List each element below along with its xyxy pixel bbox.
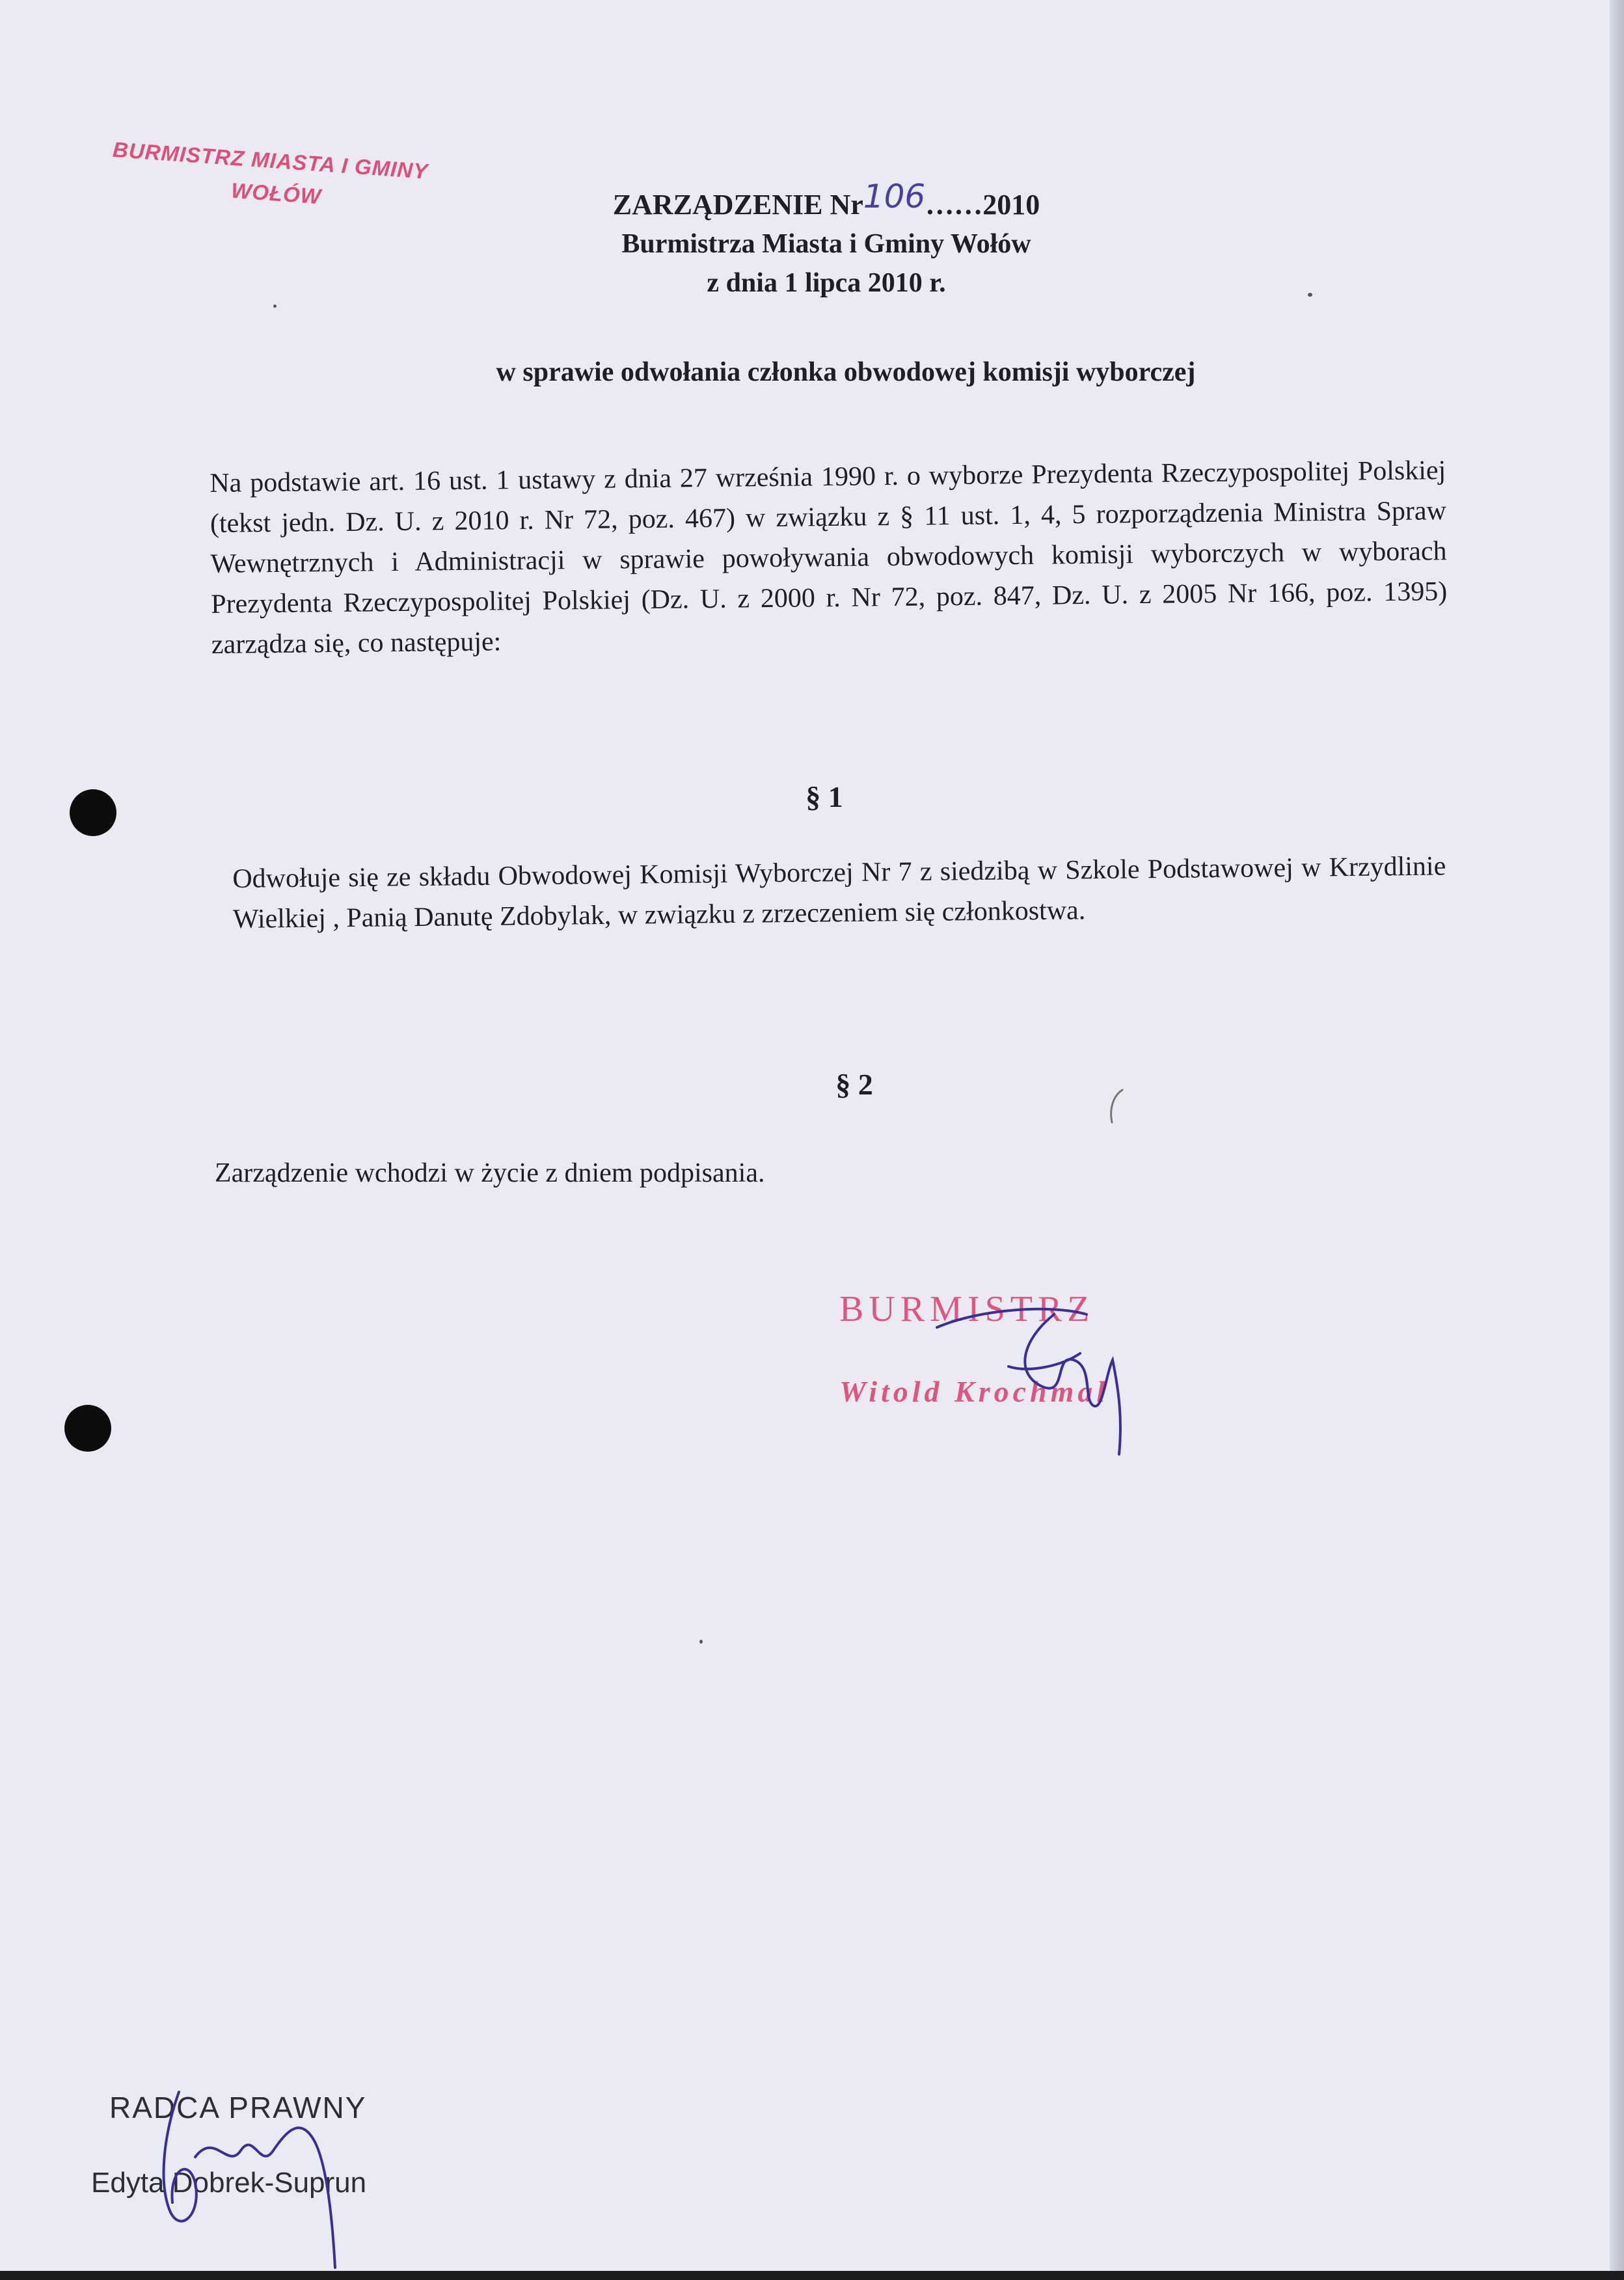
office-stamp-line2: WOŁÓW bbox=[230, 178, 323, 208]
document-title: ZARZĄDZENIE Nr106……2010 bbox=[612, 178, 1040, 221]
scan-speck bbox=[1308, 293, 1312, 297]
counsel-stamp-title: RADCA PRAWNY bbox=[109, 2091, 367, 2124]
section-2-mark: § 2 bbox=[835, 1068, 873, 1101]
scan-speck bbox=[699, 1640, 703, 1644]
pen-mark bbox=[1103, 1087, 1129, 1126]
section-2-text: Zarządzenie wchodzi w życie z dniem podpisania. bbox=[215, 1158, 765, 1188]
punch-hole-bottom bbox=[64, 1405, 111, 1452]
scan-right-edge bbox=[1610, 0, 1624, 2280]
mayor-stamp-name: Witold Krochmal bbox=[839, 1375, 1109, 1408]
section-1-text: Odwołuje się ze składu Obwodowej Komisji Wyborczej Nr 7 z siedzibą w Szkole Podstawowej w Krzydlinie Wielkiej , Panią Danutę Zdobylak, w związku z zrzeczeniem się członkostwa. bbox=[232, 851, 1446, 934]
document-date: z dnia 1 lipca 2010 r. bbox=[707, 268, 946, 298]
mayor-stamp-title: BURMISTRZ bbox=[839, 1289, 1095, 1329]
counsel-stamp-name: Edyta Dobrek-Suprun bbox=[91, 2167, 367, 2199]
title-suffix: 2010 bbox=[982, 189, 1040, 221]
office-stamp bbox=[109, 133, 478, 223]
title-prefix: ZARZĄDZENIE Nr bbox=[612, 189, 863, 221]
legal-basis-paragraph: Na podstawie art. 16 ust. 1 ustawy z dnia 27 września 1990 r. o wyborze Prezydenta Rzeczypospolitej Polskiej (tekst jedn. Dz. U. z 2010 r. Nr 72, poz. 467) w związku z § 11 ust. 1, 4, 5 rozporządzenia Ministra Spraw Wewnętrznych i Administracji w sprawie powoływania obwodowych komisji wyborczych w wyborach Prezydenta Rzeczypospolitej Polskiej (Dz. U. z 2000 r. Nr 72, poz. 847, Dz. U. z 2005 Nr 166, poz. 1395) zarządza się, co następuje: bbox=[210, 455, 1448, 660]
document-issuer: Burmistrza Miasta i Gminy Wołów bbox=[621, 229, 1031, 259]
handwritten-number: 106 bbox=[863, 178, 926, 215]
section-1-mark: § 1 bbox=[805, 780, 843, 813]
scan-bottom-edge bbox=[0, 2271, 1624, 2280]
scan-speck bbox=[273, 305, 277, 308]
document-header bbox=[455, 178, 1197, 303]
office-stamp-line1: BURMISTRZ MIASTA I GMINY bbox=[112, 137, 429, 183]
document-subject: w sprawie odwołania członka obwodowej komisji wyborczej bbox=[496, 357, 1196, 387]
punch-hole-top bbox=[70, 789, 116, 836]
